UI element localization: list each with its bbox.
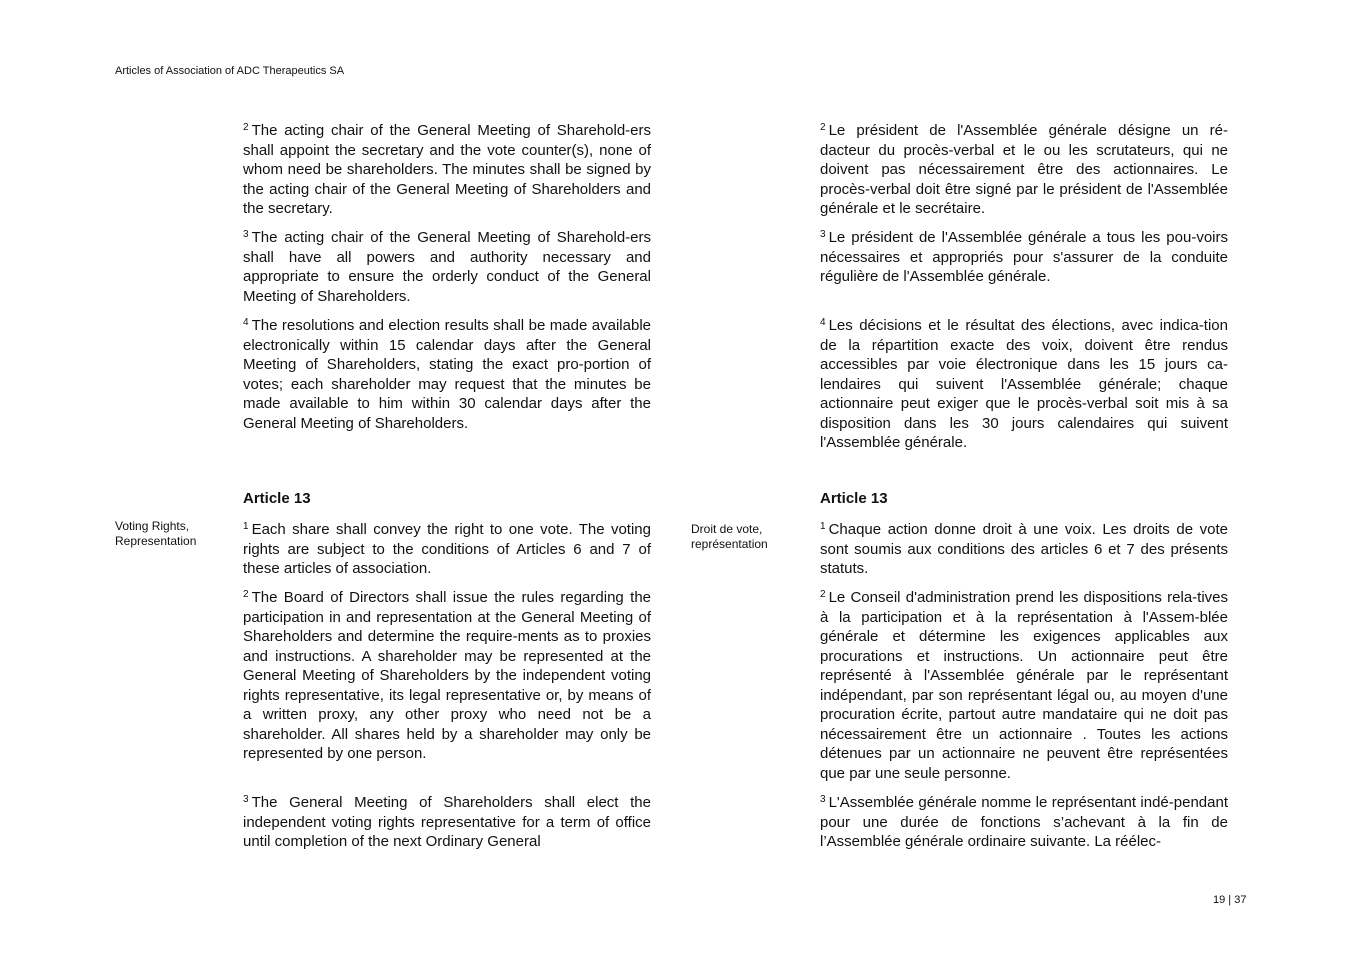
para-text: L'Assemblée générale nomme le représentant indé-pendant pour une durée de fonctions s’achevant à la fin de l’Assemblée générale ordinaire suivante. La réélec-: [820, 794, 1228, 850]
en-para-3: [243, 228, 651, 306]
para-text: The Board of Directors shall issue the rules regarding the participation in and representation at the General Meeting of Shareholders and determine the require-ments as to proxies and instructions. A shareholder may be represented at the General Meeting of Shareholders by the independent voting rights representative, its legal representative or, by means of a written proxy, any other proxy who need not be a shareholder. All shares held by a shareholder may only be represented by one person.: [243, 589, 651, 762]
para-number: 2: [243, 589, 249, 600]
para-text: The acting chair of the General Meeting of Sharehold-ers shall appoint the secretary and the vote counter(s), none of whom need be shareholders. The minutes shall be signed by the acting chair of the General Meeting of Shareholders and the secretary.: [243, 122, 651, 217]
en-para-2: [243, 121, 651, 219]
para-text: Le président de l'Assemblée générale a tous les pou-voirs nécessaires et appropriés pour s'assurer de la conduite régulière de l'Assemblée générale.: [820, 229, 1228, 285]
en-art13-para-2: [243, 588, 651, 764]
fr-article-heading: Article 13: [820, 490, 888, 507]
para-number: 3: [820, 794, 826, 805]
page-number: 19 | 37: [1213, 894, 1247, 906]
para-text: Les décisions et le résultat des élections, avec indica-tion de la répartition exacte des voix, doivent être rendus accessibles par voie électronique dans les 15 jours ca-lendaires qui suivent l'Assemblée générale; chaque actionnaire peut exiger que le procès-verbal soit mis à sa disposition dans les 30 jours calendaires qui suivent l'Assemblée générale.: [820, 317, 1228, 451]
para-text: Le Conseil d'administration prend les dispositions rela-tives à la participation et à la représentation à l'Assem-blée générale et détermine les exigences applicables aux procurations et instructions. Un actionnaire peut être représenté à l'Assemblée générale par le représentant indépendant, par son représentant légal ou, au moyen d'une procuration écrite, partout autre mandataire qui ne doit pas nécessairement être un actionnaire . Toutes les actions détenues par un actionnaire ne peuvent être représentées que par une seule personne.: [820, 589, 1228, 782]
fr-art13-para-2: [820, 588, 1228, 783]
para-number: 4: [243, 317, 249, 328]
para-number: 2: [243, 122, 249, 133]
para-number: 1: [243, 521, 249, 532]
fr-para-4: [820, 316, 1228, 453]
fr-art13-para-1: [820, 520, 1228, 579]
para-number: 3: [243, 794, 249, 805]
fr-art13-para-3: [820, 793, 1228, 852]
para-text: The resolutions and election results shall be made available electronically within 15 calendar days after the General Meeting of Shareholders, stating the exact pro-portion of votes; each shareholder may request that the minutes be made available to him within 30 calendar days after the General Meeting of Shareholders.: [243, 317, 651, 432]
para-number: 2: [820, 122, 826, 133]
para-text: Chaque action donne droit à une voix. Les droits de vote sont soumis aux conditions des articles 6 et 7 des présents statuts.: [820, 521, 1228, 577]
para-text: Le président de l'Assemblée générale désigne un ré-dacteur du procès-verbal et le ou les scrutateurs, qui ne doivent pas nécessairement être des actionnaires. Le procès-verbal doit être signé par le président de l'Assemblée générale et le secrétaire.: [820, 122, 1228, 217]
en-para-4: [243, 316, 651, 433]
document-header: Articles of Association of ADC Therapeutics SA: [115, 65, 345, 77]
fr-para-3: [820, 228, 1228, 287]
para-text: Each share shall convey the right to one vote. The voting rights are subject to the conditions of Articles 6 and 7 of these articles of association.: [243, 521, 651, 577]
en-art13-para-1: [243, 520, 651, 579]
fr-side-label: Droit de vote, représentation: [691, 522, 768, 551]
para-number: 4: [820, 317, 826, 328]
en-article-heading: Article 13: [243, 490, 311, 507]
para-number: 1: [820, 521, 826, 532]
fr-para-2: [820, 121, 1228, 219]
para-text: The acting chair of the General Meeting of Sharehold-ers shall have all powers and authority necessary and appropriate to ensure the orderly conduct of the General Meeting of Shareholders.: [243, 229, 651, 305]
para-number: 3: [243, 229, 249, 240]
en-side-label: Voting Rights, Representation: [115, 519, 197, 548]
para-text: The General Meeting of Shareholders shall elect the independent voting rights representative for a term of office until completion of the next Ordinary General: [243, 794, 651, 850]
en-art13-para-3: [243, 793, 651, 852]
para-number: 2: [820, 589, 826, 600]
para-number: 3: [820, 229, 826, 240]
